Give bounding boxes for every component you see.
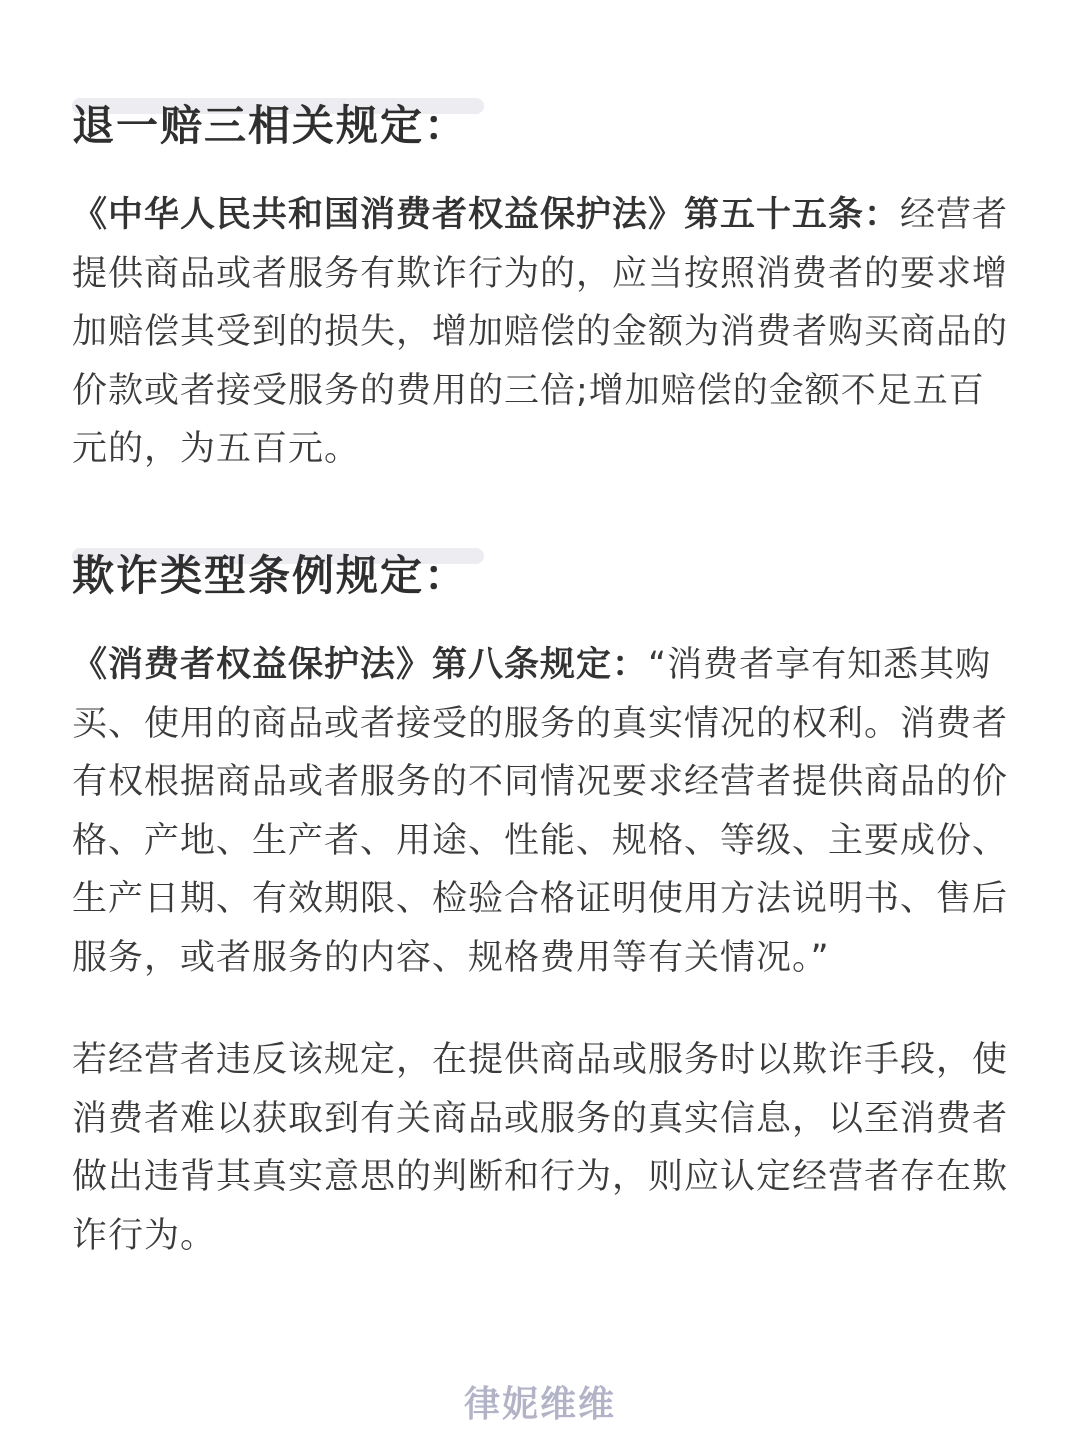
section2-paragraph-2: 若经营者违反该规定，在提供商品或服务时以欺诈手段，使消费者难以获取到有关商品或服务的真实信息，以至消费者做出违背其真实意思的判断和行为，则应认定经营者存在欺诈行为。 xyxy=(72,1040,1009,1256)
section2-paragraph xyxy=(72,636,1012,987)
section1-law-reference: 《中华人民共和国消费者权益保护法》第五十五条： xyxy=(72,195,901,235)
section1-heading-block xyxy=(72,96,468,156)
section2-body-text: “消费者享有知悉其购买、使用的商品或者接受的服务的真实情况的权利。消费者有权根据商品或者服务的不同情况要求经营者提供商品的价格、产地、生产者、用途、性能、规格、等级、主要成份、生产日期、有效期限、检验合格证明使用方法说明书、售后服务，或者服务的内容、规格费用等有关情况。” xyxy=(72,645,1009,978)
section2-law-reference: 《消费者权益保护法》第八条规定： xyxy=(72,645,649,685)
section2-heading: 欺诈类型条例规定： xyxy=(72,551,469,600)
section1-body-text: 经营者提供商品或者服务有欺诈行为的，应当按照消费者的要求增加赔偿其受到的损失，增加赔偿的金额为消费者购买商品的价款或者接受服务的费用的三倍;增加赔偿的金额不足五百元的，为五百元。 xyxy=(72,195,1009,469)
section1-heading: 退一赔三相关规定： xyxy=(72,101,469,150)
section2-heading-block xyxy=(72,546,468,606)
section1-paragraph xyxy=(72,186,1012,479)
author-signature: 律妮维维 xyxy=(463,1384,616,1425)
